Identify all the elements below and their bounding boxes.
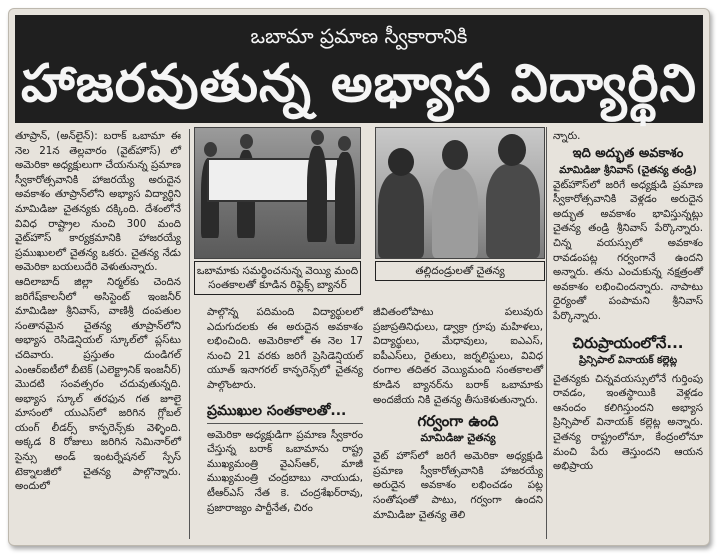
continued-text: న్నారు. — [553, 130, 581, 142]
subhead-rule — [207, 423, 363, 424]
headline-banner — [15, 15, 703, 123]
article-column-1 — [15, 129, 181, 494]
conference-paragraph: పాల్గొన్న పదిమంది విద్యార్థులలో ఎదుగుదలకు ఈ అరుదైన అవకాశం లభించింది. అమెరికాలో ఈ నెల 17 నుంచి 21 వరకు జరిగే ప్రెసిడెన్షియల్ యూత్ ఇనాగరల్ కాన్ఫరెన్స్‌లో చైతన్య పాల్గొంటారు. — [207, 306, 363, 391]
father-speaker: మామిడిజు శ్రీనివాస్ (చైతన్య తండ్రి) — [559, 164, 697, 176]
article-column-6 — [553, 129, 703, 474]
principal-paragraph: చైతన్యకు చిన్నవయస్సులోనే గుర్తింపు రావడం, ఇంతస్థాయికి వెళ్లడం ఆనందం కలిగిస్తుందని అభ్యాస ప్రిన్సిపాల్ వినాయక్ కల్లెట్ల అన్నారు. చైతన్య రాష్ట్రంలోనూ, కేంద్రంలోనూ మంచి పేరు తెస్తుందని ఆయన అభిప్రాయ — [553, 372, 703, 473]
background-paragraph: ఆదిలాబాద్ జిల్లా నిర్మల్‌కు చెందిన జరిగేష్‌కాలనీలో అసిస్టెంట్ ఇంజనీర్ మామిడిజు శ్రీనివాస్, వాణిశ్రీ దంపతుల సంతానమైన చైతన్య తూప్రాన్‌లోని అభ్యాస రెసిడెన్షియల్ స్కూల్‌లో ప్లస్‌టు చదివారు. ప్రస్తుతం దుండిగల్ ఎంఆర్‌ఐటీలో బీటెక్ (ఎలెక్ట్రానిక్ ఇంజనీర్) మొదటి సంవత్సరం చదువుతున్నది. అభ్యాస స్కూల్ తరఫున గత జూలై మాసంలో యుఎస్‌లో జరిగిన గ్లోబల్ యంగ్ లీడర్స్ కాన్ఫరెన్స్‌కు వెళ్ళింది. అక్కడ 8 రోజులు జరిగిన సెమినార్‌లో సైన్సు అండ్ ఇంటర్నేషనల్ స్పేస్ టెక్నాలజీలో చైతన్య పాల్గొన్నారు. అందులో — [15, 275, 181, 493]
mother-head — [388, 148, 414, 176]
father-head — [498, 134, 526, 166]
family-photo — [375, 127, 545, 259]
signatures-subhead: ప్రముఖుల సంతకాలతో... — [207, 402, 347, 419]
article-column-3 — [207, 305, 363, 515]
column-divider — [546, 127, 547, 539]
column-divider — [189, 129, 190, 539]
kicker-line: ఒబామా ప్రమాణ స్వీకారానికి — [250, 24, 468, 48]
student-head — [442, 140, 468, 170]
signatures-paragraph: అమెరికా అధ్యక్షుడిగా ప్రమాణ స్వీకారం చేస్తున్న బరాక్ ఒబామాను రాష్ట్ర ముఖ్యమంత్రి వైఎస్ఆర్, మాజీ ముఖ్యమంత్రి చంద్రబాబు నాయుడు, టీఆర్ఎస్ నేత కె. చంద్రశేఖర్‌రావు, ప్రజారాజ్యం పార్టీనేత, చిరం — [207, 428, 363, 514]
proud-paragraph: వైట్ హౌస్‌లో జరిగే అమెరికా అధ్యక్షుడి ప్రమాణ స్వీకారోత్సవానికి హాజరయ్యే అరుదైన అవకాశం లభించడం పట్ల సంతోషంతో పాటు, గర్వంగా ఉందని మామిడిజు చైతన్య తెలి — [373, 450, 543, 521]
photo-caption-2: తల్లిదండ్రులతో చైతన్య — [375, 261, 545, 281]
banner-photo — [194, 127, 361, 259]
opportunity-subhead: ఇది అద్భుత అవకాశం — [572, 145, 684, 161]
main-headline: హాజరవుతున్న అభ్యాస విద్యార్థిని — [21, 54, 697, 114]
student-figure — [432, 168, 478, 258]
newspaper-clipping — [8, 8, 710, 546]
young-age-subhead: చిరుప్రాయంలోనే... — [572, 333, 684, 352]
principal-speaker: ప్రిన్సిపాల్ వినాయక్ కల్లెట్ల — [578, 354, 678, 366]
person-head — [338, 136, 351, 151]
article-column-5 — [373, 305, 543, 522]
intro-paragraph: తూప్రాన్, (అన్‌లైన్): బరాక్ ఒబామా ఈ నెల 21న తెల్లవారం (వైట్‌హౌస్) లో అమెరికా అధ్యక్షులుగా చేయనున్న ప్రమాణ స్వీకారోత్సవానికి హాజరయ్యే అరుదైన అవకాశం తూప్రాన్‌లోని అభ్యాస విద్యార్థిని మామిడిజు చైతన్యకు దక్కింది. దేశంలోనే వివిధ రాష్ట్రాల నుంచి 300 మంది వైట్‌హౌస్ కార్యక్రమానికి హాజరయ్యే ప్రముఖులలో చైతన్య ఒకరు. చైతన్య నేడు అమెరికా బయలుదేరి వెళుతున్నారు. — [15, 130, 181, 274]
banner-paragraph: జీవితంలోపాటు పలువురు ప్రజాప్రతినిధులు, డ్వాక్రా గ్రూపు మహిళలు, విద్యార్థులు, మేధావులు, ఐఎఎస్, ఐపీఎస్‌లు, రైతులు, జర్నలిస్టులు, వివిధ రంగాల తదితర వెయ్యిమంది సంతకాలతో కూడిన బ్యానర్‌ను బరాక్ ఒబామాకు అందజేయ నికి చైతన్య తీసుకెళుతున్నారు. — [373, 306, 543, 406]
photo-caption-1: ఒబామాకు సమర్థించనున్న వెయ్యి మంది సంతకాలతో కూడిన రిఫ్లెక్స్ బ్యానర్ — [194, 261, 361, 295]
mother-figure — [378, 172, 424, 258]
person-figure — [335, 152, 355, 244]
person-head — [204, 142, 217, 157]
person-figure — [307, 146, 327, 242]
proud-speaker: మామిడిజు చైతన్య — [420, 432, 496, 445]
father-paragraph: వైట్‌హౌస్‌లో జరిగే అధ్యక్షుడి ప్రమాణ స్వీకారోత్సవానికి వెళ్లడం అరుదైన అద్భుత అవకాశం భావిస్తున్నట్లు చైతన్య తండ్రి శ్రీనివాస్ పేర్కొన్నారు. చిన్న వయస్సులో అవకాశం రావడంపట్ల గర్వంగానే ఉందని అన్నారు. తను ఎంచుకున్న నక్షత్రంతో అవకాశం లభించిందన్నారు. నాపాటు ధైర్యంతో పంపామని శ్రీనివాస్ పేర్కొన్నారు. — [553, 178, 703, 322]
proud-subhead: గర్వంగా ఉంది — [417, 412, 499, 431]
person-head — [311, 130, 324, 145]
father-figure — [486, 164, 540, 258]
person-head — [240, 134, 253, 149]
